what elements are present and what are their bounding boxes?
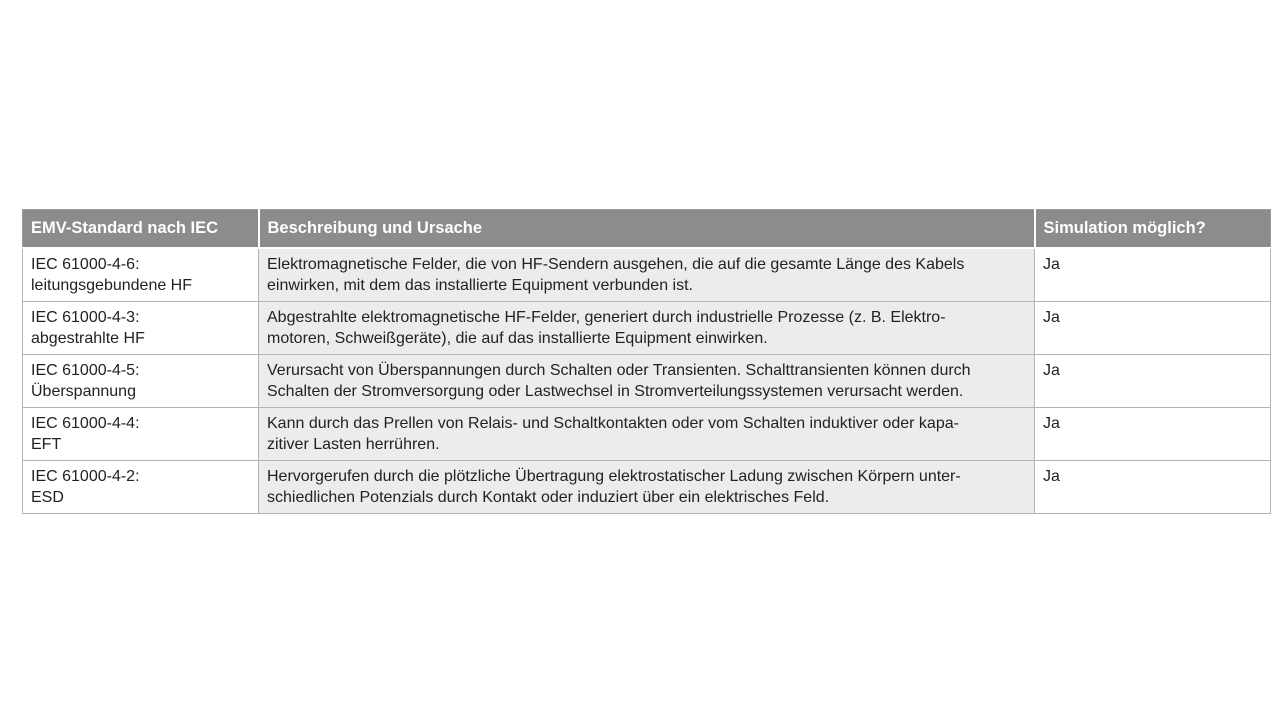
header-description: Beschreibung und Ursache	[259, 210, 1035, 248]
standard-code: IEC 61000-4-3:	[31, 308, 140, 326]
table-row	[23, 354, 1271, 407]
description-line: schiedlichen Potenzials durch Kontakt oder induziert über ein elektrisches Feld.	[267, 488, 830, 506]
standard-name: ESD	[31, 488, 64, 506]
header-standard: EMV-Standard nach IEC	[23, 210, 259, 248]
standard-code: IEC 61000-4-2:	[31, 467, 140, 485]
description-cell	[259, 460, 1035, 513]
standard-cell	[23, 460, 259, 513]
table-row	[23, 407, 1271, 460]
standard-code: IEC 61000-4-4:	[31, 414, 140, 432]
header-row	[23, 210, 1271, 248]
table-row	[23, 301, 1271, 354]
description-line: einwirken, mit dem das installierte Equipment verbunden ist.	[267, 276, 693, 294]
table-row	[23, 248, 1271, 302]
simulation-cell: Ja	[1035, 301, 1271, 354]
description-line: zitiver Lasten herrühren.	[267, 435, 440, 453]
description-cell	[259, 301, 1035, 354]
description-cell	[259, 354, 1035, 407]
simulation-cell: Ja	[1035, 407, 1271, 460]
standard-cell	[23, 354, 259, 407]
emv-standards-table	[22, 209, 1271, 514]
standard-name: abgestrahlte HF	[31, 329, 145, 347]
description-line: Schalten der Stromversorgung oder Lastwechsel in Stromverteilungssystemen verursacht werden.	[267, 382, 964, 400]
simulation-cell: Ja	[1035, 248, 1271, 302]
description-line: Hervorgerufen durch die plötzliche Übertragung elektrostatischer Ladung zwischen Körpern unter-	[267, 467, 961, 485]
description-line: motoren, Schweißgeräte), die auf das installierte Equipment einwirken.	[267, 329, 768, 347]
standard-code: IEC 61000-4-5:	[31, 361, 140, 379]
standard-name: leitungsgebundene HF	[31, 276, 193, 294]
standard-cell	[23, 301, 259, 354]
header-simulation: Simulation möglich?	[1035, 210, 1271, 248]
table-row	[23, 460, 1271, 513]
description-line: Kann durch das Prellen von Relais- und Schaltkontakten oder vom Schalten induktiver oder kapa-	[267, 414, 959, 432]
standard-name: Überspannung	[31, 382, 136, 400]
standard-cell	[23, 248, 259, 302]
description-cell	[259, 407, 1035, 460]
description-line: Elektromagnetische Felder, die von HF-Sendern ausgehen, die auf die gesamte Länge des Kabels	[267, 255, 965, 273]
simulation-cell: Ja	[1035, 354, 1271, 407]
description-cell	[259, 248, 1035, 302]
standard-name: EFT	[31, 435, 62, 453]
description-line: Verursacht von Überspannungen durch Schalten oder Transienten. Schalttransienten können durch	[267, 361, 971, 379]
standard-cell	[23, 407, 259, 460]
description-line: Abgestrahlte elektromagnetische HF-Felder, generiert durch industrielle Prozesse (z. B. Elektro-	[267, 308, 946, 326]
simulation-cell: Ja	[1035, 460, 1271, 513]
standard-code: IEC 61000-4-6:	[31, 255, 140, 273]
